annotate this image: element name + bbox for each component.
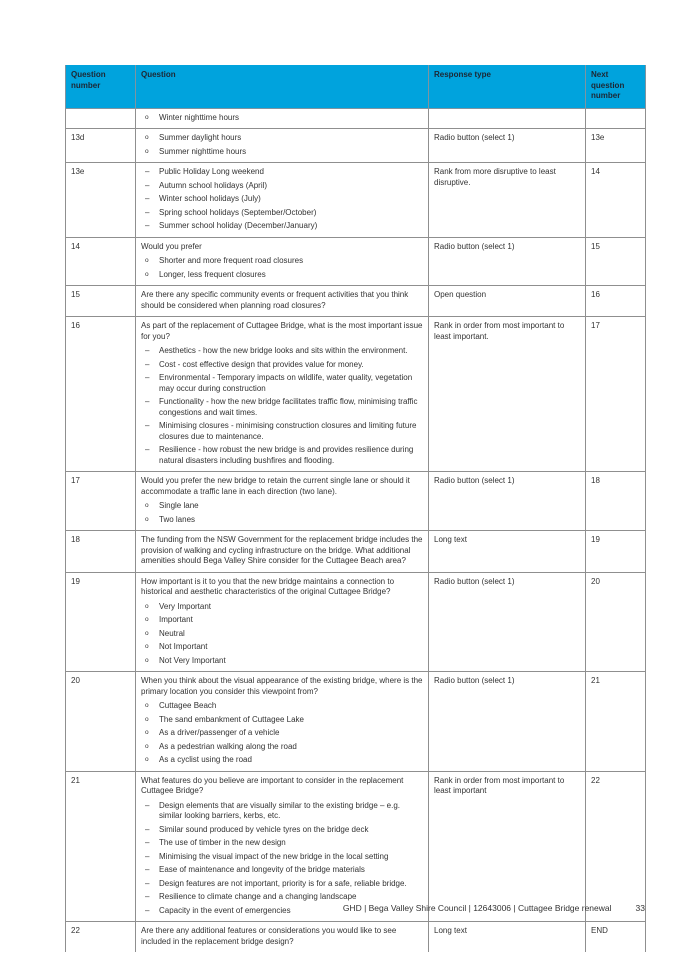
question-number-cell: 13e xyxy=(66,163,136,238)
question-number-cell: 17 xyxy=(66,472,136,531)
question-cell xyxy=(136,163,429,238)
item-text: Public Holiday Long weekend xyxy=(159,167,264,176)
question-cell xyxy=(136,922,429,953)
question-item xyxy=(141,373,423,394)
item-text: Aesthetics - how the new bridge looks and sits within the environment. xyxy=(159,346,408,355)
item-text: The sand embankment of Cuttagee Lake xyxy=(159,714,304,724)
dash-bullet: – xyxy=(145,397,150,406)
question-item xyxy=(141,755,423,766)
table-header-row xyxy=(66,65,646,108)
response-type-cell: Rank in order from most important to least important. xyxy=(429,317,586,472)
response-type-cell: Radio button (select 1) xyxy=(429,572,586,672)
question-item xyxy=(141,208,423,219)
column-header: Question xyxy=(136,65,429,108)
item-text: Single lane xyxy=(159,501,199,510)
question-number-cell: 13d xyxy=(66,129,136,163)
question-item xyxy=(141,113,423,124)
question-item xyxy=(141,656,423,667)
table-row xyxy=(66,531,646,573)
question-intro: How important is it to you that the new bridge maintains a connection to historical and aesthetic characteristics of the original Cuttagee Bridge? xyxy=(141,576,395,596)
question-item xyxy=(141,421,423,442)
survey-question-table xyxy=(65,65,646,952)
column-header: Question number xyxy=(66,65,136,108)
question-number-cell: 16 xyxy=(66,317,136,472)
question-item xyxy=(141,701,423,712)
next-question-cell: 22 xyxy=(586,771,646,922)
question-cell xyxy=(136,572,429,672)
table-row xyxy=(66,317,646,472)
table-row xyxy=(66,163,646,238)
question-item xyxy=(141,852,423,863)
question-number-cell: 18 xyxy=(66,531,136,573)
dash-bullet: – xyxy=(145,892,150,901)
next-question-cell: 14 xyxy=(586,163,646,238)
page-footer xyxy=(343,903,645,913)
footer-text: GHD | Bega Valley Shire Council | 12643006 | Cuttagee Bridge renewal xyxy=(342,903,612,913)
question-item xyxy=(141,181,423,192)
dash-bullet: – xyxy=(145,824,150,834)
option-bullet: o xyxy=(145,742,149,750)
item-text: Capacity in the event of emergencies xyxy=(159,905,291,915)
question-item xyxy=(141,801,423,822)
question-item xyxy=(141,360,423,371)
table-body xyxy=(66,108,646,952)
question-item xyxy=(141,602,423,613)
question-number-cell: 14 xyxy=(66,237,136,286)
question-number-cell: 22 xyxy=(66,922,136,953)
question-item xyxy=(141,501,423,512)
question-cell xyxy=(136,237,429,286)
item-text: Two lanes xyxy=(159,514,196,524)
question-item xyxy=(141,838,423,849)
item-text: Minimising the visual impact of the new bridge in the local setting xyxy=(159,851,389,861)
dash-bullet: – xyxy=(145,359,150,369)
item-text: Resilience - how robust the new bridge is and provides resilience during natural disasters including bushfires and flooding. xyxy=(159,445,414,465)
question-item xyxy=(141,221,423,232)
question-cell xyxy=(136,472,429,531)
option-bullet: o xyxy=(145,147,149,155)
item-text: Very Important xyxy=(159,601,212,611)
option-bullet: o xyxy=(145,715,149,723)
table-row xyxy=(66,237,646,286)
question-item xyxy=(141,270,423,281)
dash-bullet: – xyxy=(145,421,150,430)
item-text: Summer nighttime hours xyxy=(159,146,247,156)
option-bullet: o xyxy=(145,515,149,523)
dash-bullet: – xyxy=(145,373,150,382)
item-text: Autumn school holidays (April) xyxy=(159,180,268,190)
question-item xyxy=(141,346,423,357)
item-text: As a driver/passenger of a vehicle xyxy=(159,728,280,737)
dash-bullet: – xyxy=(145,838,150,847)
option-bullet: o xyxy=(145,729,149,736)
question-item xyxy=(141,715,423,726)
next-question-cell: 18 xyxy=(586,472,646,531)
item-text: The use of timber in the new design xyxy=(159,838,286,847)
item-text: Winter school holidays (July) xyxy=(159,194,261,203)
question-item xyxy=(141,865,423,876)
response-type-cell: Long text xyxy=(429,531,586,573)
question-number-cell: 21 xyxy=(66,771,136,922)
item-text: Minimising closures - minimising construction closures and limiting future closures due to maintenance. xyxy=(159,421,417,441)
question-item xyxy=(141,167,423,178)
next-question-cell: 21 xyxy=(586,672,646,772)
question-item xyxy=(141,256,423,267)
question-item xyxy=(141,133,423,144)
option-bullet: o xyxy=(145,616,149,623)
question-item xyxy=(141,515,423,526)
option-bullet: o xyxy=(145,113,149,121)
option-bullet: o xyxy=(145,643,149,650)
next-question-cell xyxy=(586,108,646,129)
dash-bullet: – xyxy=(145,180,150,190)
next-question-cell: 16 xyxy=(586,286,646,317)
question-intro: Are there any additional features or considerations you would like to see included in the replacement bridge design? xyxy=(141,926,397,946)
next-question-cell: 20 xyxy=(586,572,646,672)
option-bullet: o xyxy=(145,602,149,610)
dash-bullet: – xyxy=(145,194,150,203)
question-cell xyxy=(136,108,429,129)
question-cell xyxy=(136,672,429,772)
response-type-cell: Rank in order from most important to least important xyxy=(429,771,586,922)
option-bullet: o xyxy=(145,656,149,664)
response-type-cell: Radio button (select 1) xyxy=(429,472,586,531)
dash-bullet: – xyxy=(145,905,150,915)
response-type-cell: Radio button (select 1) xyxy=(429,237,586,286)
question-item xyxy=(141,147,423,158)
next-question-cell: 17 xyxy=(586,317,646,472)
table-row xyxy=(66,129,646,163)
dash-bullet: – xyxy=(145,445,150,454)
dash-bullet: – xyxy=(145,346,150,355)
dash-bullet: – xyxy=(145,207,150,217)
question-intro: The funding from the NSW Government for the replacement bridge includes the provision of walking and cycling infrastructure on the bridge. What additional amenities should Bega Valley Shire consider for the Cuttagee Beach area? xyxy=(141,535,423,565)
option-bullet: o xyxy=(145,629,149,637)
item-text: As a pedestrian walking along the road xyxy=(159,741,297,751)
question-intro: As part of the replacement of Cuttagee Bridge, what is the most important issue for you? xyxy=(141,321,423,341)
table-row xyxy=(66,771,646,922)
question-item xyxy=(141,642,423,653)
question-cell xyxy=(136,129,429,163)
question-cell xyxy=(136,771,429,922)
question-number-cell: 20 xyxy=(66,672,136,772)
item-text: Environmental - Temporary impacts on wildlife, water quality, vegetation may occur during construction xyxy=(159,373,413,393)
column-header: Response type xyxy=(429,65,586,108)
response-type-cell: Open question xyxy=(429,286,586,317)
question-number-cell: 19 xyxy=(66,572,136,672)
item-text: Not Important xyxy=(159,642,208,651)
item-text: Important xyxy=(159,615,193,624)
question-item xyxy=(141,397,423,418)
option-bullet: o xyxy=(145,502,149,509)
response-type-cell: Radio button (select 1) xyxy=(429,672,586,772)
question-intro: Would you prefer xyxy=(141,241,202,251)
option-bullet: o xyxy=(145,702,149,709)
next-question-cell: 15 xyxy=(586,237,646,286)
table-row xyxy=(66,672,646,772)
dash-bullet: – xyxy=(145,167,150,176)
response-type-cell xyxy=(429,108,586,129)
question-intro: Would you prefer the new bridge to retain the current single lane or should it accommodate a traffic lane in each direction (two lane). xyxy=(141,476,410,496)
item-text: Neutral xyxy=(159,628,185,638)
question-item xyxy=(141,825,423,836)
item-text: Design features are not important, priority is for a safe, reliable bridge. xyxy=(159,878,407,888)
column-header: Next question number xyxy=(586,65,646,108)
item-text: Design elements that are visually similar to the existing bridge – e.g. similar looking barriers, kerbs, etc. xyxy=(159,800,401,820)
option-bullet: o xyxy=(145,257,149,264)
next-question-cell: 13e xyxy=(586,129,646,163)
question-item xyxy=(141,892,423,903)
option-bullet: o xyxy=(145,756,149,763)
item-text: Cost - cost effective design that provides value for money. xyxy=(159,359,364,369)
item-text: Spring school holidays (September/October) xyxy=(159,207,317,217)
item-text: Similar sound produced by vehicle tyres on the bridge deck xyxy=(159,824,369,834)
response-type-cell: Long text xyxy=(429,922,586,953)
question-item xyxy=(141,194,423,205)
question-number-cell xyxy=(66,108,136,129)
question-item xyxy=(141,728,423,739)
item-text: As a cyclist using the road xyxy=(159,755,252,764)
question-cell xyxy=(136,286,429,317)
option-bullet: o xyxy=(145,134,149,141)
response-type-cell: Rank from more disruptive to least disruptive. xyxy=(429,163,586,238)
dash-bullet: – xyxy=(145,800,150,810)
item-text: Cuttagee Beach xyxy=(159,701,217,710)
table-row xyxy=(66,108,646,129)
table-row xyxy=(66,472,646,531)
item-text: Longer, less frequent closures xyxy=(159,269,266,279)
question-item xyxy=(141,629,423,640)
item-text: Not Very Important xyxy=(159,655,226,665)
item-text: Resilience to climate change and a changing landscape xyxy=(159,892,357,901)
table-row xyxy=(66,572,646,672)
question-cell xyxy=(136,531,429,573)
item-text: Shorter and more frequent road closures xyxy=(159,256,304,265)
question-item xyxy=(141,615,423,626)
table-row xyxy=(66,922,646,953)
question-cell xyxy=(136,317,429,472)
dash-bullet: – xyxy=(145,221,150,230)
dash-bullet: – xyxy=(145,878,150,888)
item-text: Summer daylight hours xyxy=(159,133,242,142)
dash-bullet: – xyxy=(145,851,150,861)
question-item xyxy=(141,742,423,753)
next-question-cell: 19 xyxy=(586,531,646,573)
option-bullet: o xyxy=(145,270,149,278)
item-text: Winter nighttime hours xyxy=(159,112,240,122)
question-intro: What features do you believe are important to consider in the replacement Cuttagee Bridge? xyxy=(141,775,404,795)
table-row xyxy=(66,286,646,317)
item-text: Summer school holiday (December/January) xyxy=(159,221,318,230)
response-type-cell: Radio button (select 1) xyxy=(429,129,586,163)
dash-bullet: – xyxy=(145,865,150,874)
question-item xyxy=(141,879,423,890)
question-number-cell: 15 xyxy=(66,286,136,317)
question-intro: When you think about the visual appearance of the existing bridge, where is the primary location you consider this viewpoint from? xyxy=(141,676,423,696)
page-number: 33 xyxy=(635,903,645,913)
question-item xyxy=(141,445,423,466)
item-text: Functionality - how the new bridge facilitates traffic flow, minimising traffic congestions and wait times. xyxy=(159,397,418,417)
item-text: Ease of maintenance and longevity of the bridge materials xyxy=(159,865,365,874)
next-question-cell: END xyxy=(586,922,646,953)
question-intro: Are there any specific community events or frequent activities that you think should be considered when planning road closures? xyxy=(141,290,409,310)
